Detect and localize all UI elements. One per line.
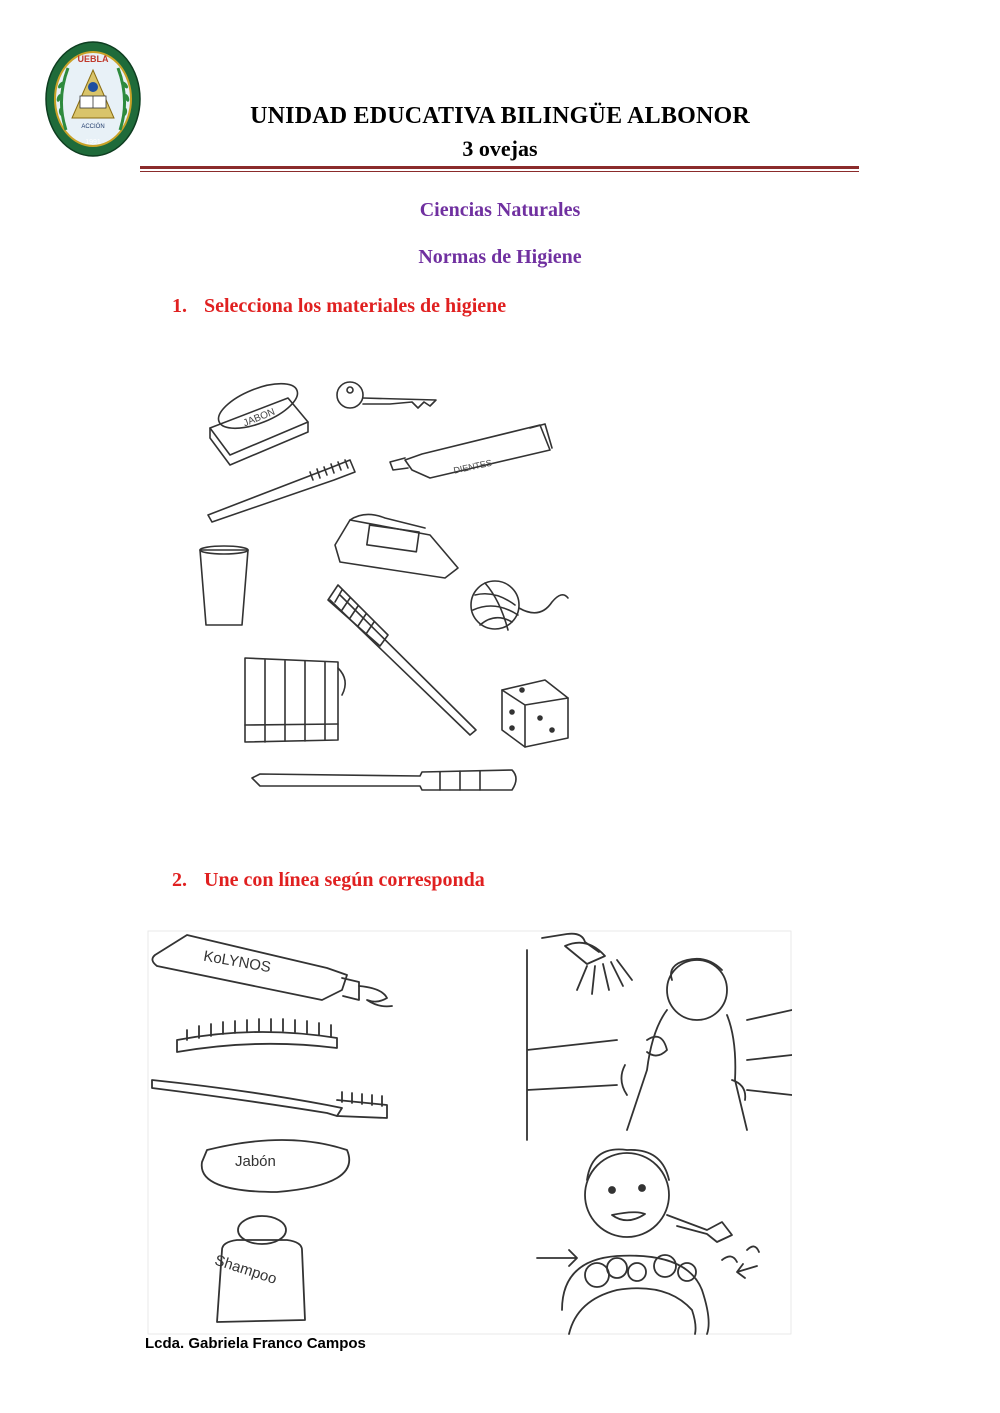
header-rule xyxy=(140,166,859,169)
question-number: 2. xyxy=(172,869,187,891)
logo-middle-text: ACCIÓN xyxy=(81,124,105,130)
toothpaste-label: KoLYNOS xyxy=(202,947,273,977)
child-brushing-teeth-icon[interactable] xyxy=(585,1149,732,1242)
question-1 xyxy=(172,295,506,318)
child-washing-hair-icon[interactable] xyxy=(537,1246,759,1334)
question-number: 1. xyxy=(172,295,187,317)
logo-year: 1991 xyxy=(85,139,101,146)
shampoo-label: Shampoo xyxy=(212,1251,279,1288)
logo-top-text: UEBLA xyxy=(77,54,109,64)
soap-label: Jabón xyxy=(235,1153,276,1170)
toothbrush-icon[interactable] xyxy=(328,585,476,735)
hygiene-items-illustration xyxy=(190,350,610,810)
soap-icon[interactable] xyxy=(202,1140,350,1192)
toothpaste-icon[interactable] xyxy=(152,935,392,1006)
die-icon[interactable] xyxy=(502,680,568,747)
toothbrush-icon[interactable] xyxy=(152,1080,387,1118)
soap-icon[interactable] xyxy=(210,375,308,465)
question-text: Une con línea según corresponda xyxy=(204,869,485,891)
child-showering-icon[interactable] xyxy=(527,934,792,1140)
comb-icon[interactable] xyxy=(208,460,355,522)
topic-title: Normas de Higiene xyxy=(418,246,582,268)
stapler-icon[interactable] xyxy=(335,514,458,578)
subject-title: Ciencias Naturales xyxy=(419,199,581,221)
header-rule-thin xyxy=(140,171,859,172)
soap-label: JABON xyxy=(241,406,277,430)
towel-icon[interactable] xyxy=(245,658,345,742)
group-name: 3 ovejas xyxy=(462,136,538,161)
school-name: UNIDAD EDUCATIVA BILINGÜE ALBONOR xyxy=(250,103,750,129)
comb-icon[interactable] xyxy=(177,1019,337,1052)
screwdriver-icon[interactable] xyxy=(252,770,516,790)
toothpaste-label: DIENTES xyxy=(452,457,493,476)
cup-icon[interactable] xyxy=(200,546,248,625)
yarn-ball-icon[interactable] xyxy=(471,581,568,630)
key-icon[interactable] xyxy=(337,382,436,408)
question-2 xyxy=(172,869,485,892)
matching-illustration xyxy=(147,930,792,1335)
author-footer: Lcda. Gabriela Franco Campos xyxy=(145,1335,366,1352)
shampoo-bottle-icon[interactable] xyxy=(212,1216,305,1322)
question-text: Selecciona los materiales de higiene xyxy=(204,295,507,317)
toothpaste-icon[interactable] xyxy=(390,424,552,478)
